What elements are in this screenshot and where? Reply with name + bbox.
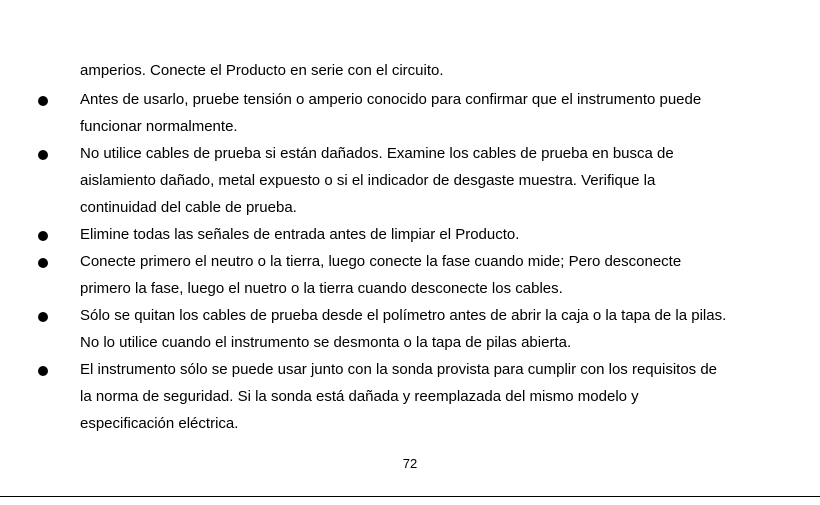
bullet-icon <box>38 312 48 322</box>
bullet-icon <box>38 258 48 268</box>
text-line-5: aislamiento dañado, metal expuesto o si el indicador de desgaste muestra. Verifique la <box>80 172 656 189</box>
text-line-13: la norma de seguridad. Si la sonda está dañada y reemplazada del mismo modelo y <box>80 388 639 405</box>
bullet-icon <box>38 231 48 241</box>
text-line-4: No utilice cables de prueba si están dañados. Examine los cables de prueba en busca de <box>80 145 674 162</box>
text-line-10: Sólo se quitan los cables de prueba desde el polímetro antes de abrir la caja o la tapa de la pilas. <box>80 307 727 324</box>
bullet-icon <box>38 96 48 106</box>
page-number: 72 <box>402 456 418 471</box>
text-line-2: Antes de usarlo, pruebe tensión o amperio conocido para confirmar que el instrumento puede <box>80 91 702 108</box>
text-line-6: continuidad del cable de prueba. <box>80 199 297 216</box>
text-line-3: funcionar normalmente. <box>80 118 238 135</box>
text-line-14: especificación eléctrica. <box>80 415 239 432</box>
page-bottom-rule <box>0 496 820 497</box>
bullet-icon <box>38 366 48 376</box>
text-line-11: No lo utilice cuando el instrumento se desmonta o la tapa de pilas abierta. <box>80 334 572 351</box>
text-line-1: amperios. Conecte el Producto en serie con el circuito. <box>80 62 444 79</box>
text-line-9: primero la fase, luego el nuetro o la tierra cuando desconecte los cables. <box>80 280 563 297</box>
text-line-8: Conecte primero el neutro o la tierra, luego conecte la fase cuando mide; Pero desconecte <box>80 253 682 270</box>
text-line-7: Elimine todas las señales de entrada antes de limpiar el Producto. <box>80 226 520 243</box>
bullet-icon <box>38 150 48 160</box>
text-line-12: El instrumento sólo se puede usar junto con la sonda provista para cumplir con los requisitos de <box>80 361 718 378</box>
